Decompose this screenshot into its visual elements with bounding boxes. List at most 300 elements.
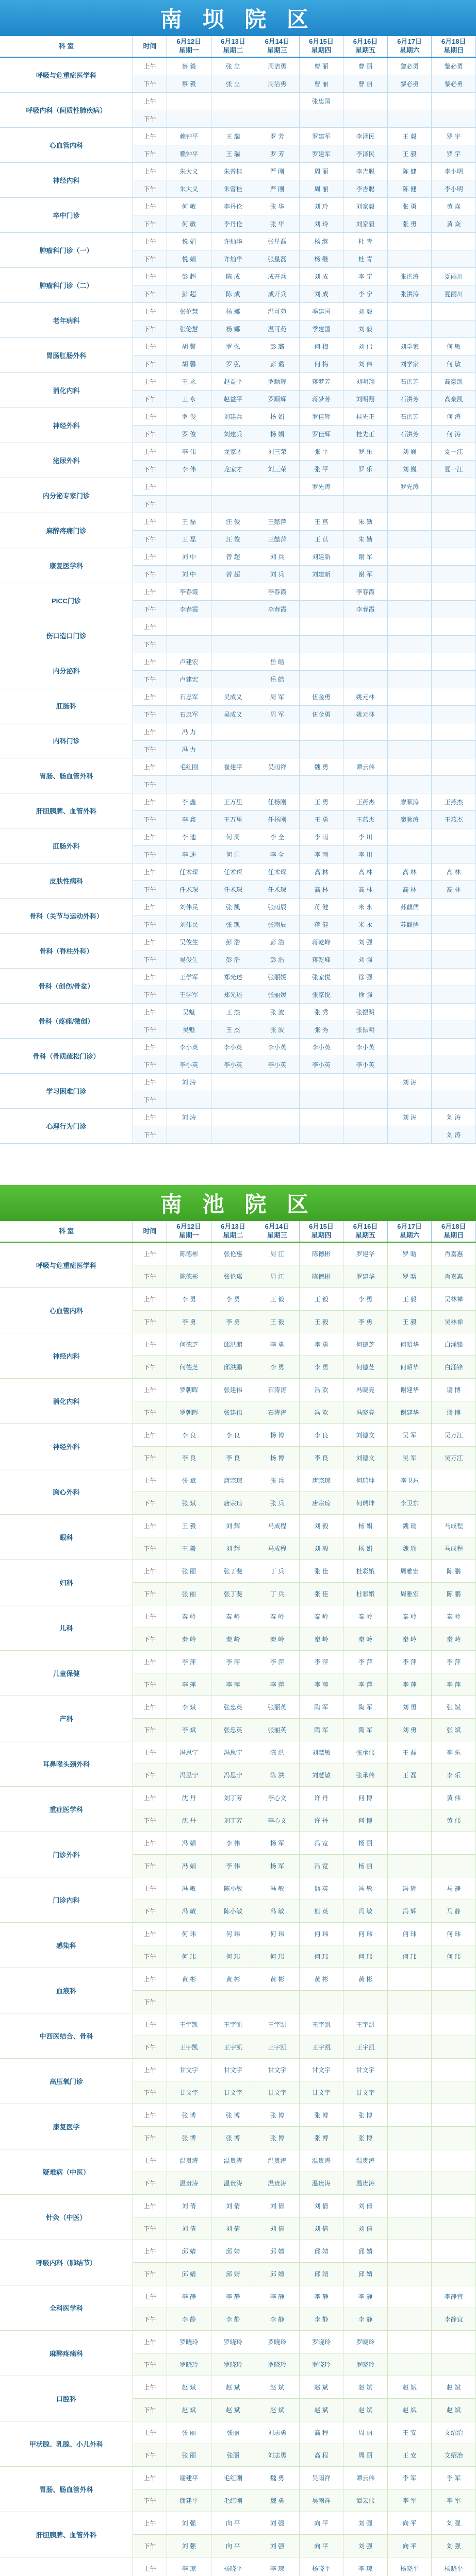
doctor-cell: 王 毅: [388, 145, 432, 163]
session-time: 下午: [133, 1537, 167, 1560]
doctor-cell: 李 全: [255, 828, 300, 846]
day-date: 6月17日: [397, 38, 422, 46]
dept-name: 伤口造口门诊: [0, 618, 133, 653]
doctor-cell: [300, 618, 344, 636]
doctor-cell: 张星磊: [255, 250, 300, 268]
dept-name: 胃肠、肠血管外科: [0, 758, 133, 793]
session-time: 上午: [133, 1968, 167, 1991]
doctor-cell: [255, 636, 300, 653]
doctor-cell: 陈德彬: [300, 1243, 344, 1265]
session-time: 下午: [133, 496, 167, 513]
doctor-cell: 赵 斌: [167, 2376, 211, 2399]
doctor-cell: 罗晓玲: [300, 2353, 344, 2376]
doctor-cell: [432, 303, 476, 320]
doctor-cell: [388, 496, 432, 513]
doctor-cell: 张伦慧: [167, 320, 211, 338]
doctor-cell: [211, 1991, 256, 2013]
doctor-cell: 温贵涛: [211, 2172, 256, 2195]
day-column-header: [211, 36, 256, 57]
session-time: 下午: [133, 145, 167, 163]
doctor-cell: [388, 566, 432, 583]
doctor-cell: 罗 乐: [343, 461, 388, 478]
doctor-cell: 罗建军: [300, 128, 344, 145]
doctor-cell: [255, 723, 300, 741]
doctor-cell: [211, 741, 256, 758]
doctor-cell: 王宇凯: [167, 2013, 211, 2036]
doctor-cell: 黄 彬: [255, 1968, 300, 1991]
doctor-cell: [432, 776, 476, 793]
doctor-cell: [388, 846, 432, 863]
doctor-cell: 王 永: [167, 373, 211, 391]
session-time: 下午: [133, 355, 167, 373]
doctor-cell: 刘 涛: [167, 1074, 211, 1091]
doctor-cell: 王 毅: [167, 1515, 211, 1537]
session-time: 上午: [133, 2467, 167, 2489]
doctor-cell: 魏 勇: [255, 2489, 300, 2512]
doctor-cell: [432, 513, 476, 531]
doctor-cell: 刘 成: [300, 285, 344, 303]
doctor-cell: 刘 强: [167, 2535, 211, 2557]
doctor-cell: 李 静: [300, 2308, 344, 2331]
doctor-cell: 赵 斌: [343, 2399, 388, 2421]
doctor-cell: [343, 1074, 388, 1091]
doctor-cell: 周 江: [255, 1265, 300, 1288]
doctor-cell: 李 萍: [300, 1651, 344, 1673]
doctor-cell: [432, 688, 476, 706]
doctor-cell: [432, 496, 476, 513]
doctor-cell: [388, 303, 432, 320]
doctor-cell: [300, 671, 344, 688]
dept-name: 胸心外科: [0, 1469, 133, 1515]
doctor-cell: 马 静: [432, 1900, 476, 1923]
session-time: 上午: [133, 1424, 167, 1447]
doctor-cell: 曹 丽: [343, 58, 388, 75]
dept-name: 神经外科: [0, 408, 133, 443]
day-date: 6月12日: [176, 38, 202, 46]
session-time: 上午: [133, 863, 167, 881]
session-time: 下午: [133, 1628, 167, 1651]
doctor-cell: [432, 828, 476, 846]
doctor-cell: [343, 1109, 388, 1126]
doctor-cell: 何昭华: [388, 1356, 432, 1379]
doctor-cell: 张雨辰: [255, 916, 300, 934]
doctor-cell: 张承伟: [343, 1741, 388, 1764]
doctor-cell: 张 斌: [167, 1492, 211, 1515]
doctor-cell: 刘 倩: [167, 2195, 211, 2217]
doctor-cell: [300, 583, 344, 601]
doctor-cell: 邱洪鹏: [211, 1356, 256, 1379]
doctor-cell: [343, 1991, 388, 2013]
doctor-cell: [432, 2331, 476, 2353]
doctor-cell: 何 博: [343, 1787, 388, 1809]
doctor-cell: 张 博: [211, 2127, 256, 2149]
doctor-cell: [388, 1004, 432, 1021]
doctor-cell: 吴 军: [388, 1447, 432, 1469]
doctor-cell: [343, 723, 388, 741]
nanchi-campus-section: [0, 1185, 476, 2576]
day-column-header: [388, 36, 432, 57]
dept-name: 泌尿外科: [0, 443, 133, 478]
doctor-cell: 秦 岭: [343, 1628, 388, 1651]
doctor-cell: 赵 斌: [211, 2399, 256, 2421]
doctor-cell: 刘 倩: [300, 2195, 344, 2217]
doctor-cell: 秦 岭: [300, 1605, 344, 1628]
doctor-cell: 何 玮: [432, 1945, 476, 1968]
doctor-cell: [432, 758, 476, 776]
session-time: 上午: [133, 2512, 167, 2535]
doctor-cell: 张洪涛: [388, 285, 432, 303]
doctor-cell: [432, 2081, 476, 2104]
dept-name: 门诊内科: [0, 1877, 133, 1923]
doctor-cell: 杨 娟: [343, 1537, 388, 1560]
doctor-cell: 陈小敏: [211, 1900, 256, 1923]
doctor-cell: [388, 1021, 432, 1039]
doctor-cell: 罗晓玲: [167, 2331, 211, 2353]
doctor-cell: [300, 1091, 344, 1109]
doctor-cell: 李 勇: [255, 1333, 300, 1356]
dept-name: PICC门诊: [0, 583, 133, 618]
doctor-cell: 李 良: [211, 1447, 256, 1469]
doctor-cell: 王 莒: [300, 531, 344, 548]
doctor-cell: [255, 110, 300, 128]
doctor-cell: 杜彩娥: [343, 1560, 388, 1583]
doctor-cell: 李 静: [167, 2285, 211, 2308]
doctor-cell: 李 琼: [343, 2557, 388, 2576]
day-column-header: [388, 1221, 432, 1242]
doctor-cell: 秦 岭: [300, 1628, 344, 1651]
doctor-cell: 王万里: [211, 811, 256, 828]
doctor-cell: 张 华: [255, 198, 300, 215]
session-time: 下午: [133, 2353, 167, 2376]
doctor-cell: 冯思宁: [211, 1764, 256, 1787]
doctor-cell: 罗佳辉: [300, 426, 344, 443]
doctor-cell: 石洪芳: [388, 426, 432, 443]
doctor-cell: [432, 250, 476, 268]
day-weekday: 星期日: [444, 1231, 464, 1239]
doctor-cell: 赖钟平: [167, 128, 211, 145]
doctor-cell: 王万里: [211, 793, 256, 811]
doctor-cell: 龙家才: [211, 461, 256, 478]
doctor-cell: 谢建平: [167, 2489, 211, 2512]
doctor-cell: 季建国: [300, 320, 344, 338]
dept-name: 高压氧门诊: [0, 2059, 133, 2104]
doctor-cell: [167, 478, 211, 496]
doctor-cell: 黄 伟: [432, 1787, 476, 1809]
session-time: 下午: [133, 1492, 167, 1515]
doctor-cell: 冯 欢: [300, 1379, 344, 1401]
doctor-cell: 李 军: [388, 2489, 432, 2512]
dept-name: 血液科: [0, 1968, 133, 2013]
doctor-cell: 吴俊生: [167, 934, 211, 951]
doctor-cell: 罗建华: [343, 1243, 388, 1265]
doctor-cell: 杨 丽: [343, 1855, 388, 1877]
doctor-cell: [300, 601, 344, 618]
doctor-cell: 马成程: [255, 1537, 300, 1560]
dept-name: 产科: [0, 1696, 133, 1741]
doctor-cell: 李 静: [167, 2308, 211, 2331]
dept-name: 针灸（中医）: [0, 2195, 133, 2240]
doctor-cell: 吴雨祥: [300, 2489, 344, 2512]
doctor-cell: 吴万江: [432, 1447, 476, 1469]
doctor-cell: 罗先涛: [388, 478, 432, 496]
doctor-cell: 陈小敏: [211, 1877, 256, 1900]
doctor-cell: 周 军: [255, 706, 300, 723]
doctor-cell: [300, 1109, 344, 1126]
doctor-cell: [432, 1004, 476, 1021]
doctor-cell: 赵 斌: [300, 2399, 344, 2421]
doctor-cell: [211, 671, 256, 688]
doctor-cell: 冯 欢: [300, 1401, 344, 1424]
day-column-header: [255, 36, 300, 57]
doctor-cell: [255, 741, 300, 758]
doctor-cell: 李 萍: [167, 1673, 211, 1696]
doctor-cell: 罗 弘: [211, 355, 256, 373]
doctor-cell: 刘家毅: [343, 215, 388, 233]
doctor-cell: 夏丽川: [432, 268, 476, 285]
doctor-cell: 张雨辰: [255, 899, 300, 916]
day-column-header: [255, 1221, 300, 1242]
doctor-cell: 赵益平: [211, 391, 256, 408]
doctor-cell: 李 川: [343, 828, 388, 846]
doctor-cell: 周雅宏: [388, 1583, 432, 1605]
dept-name: 消化内科: [0, 1379, 133, 1424]
doctor-cell: 李小英: [255, 1056, 300, 1074]
doctor-cell: 向 平: [388, 2512, 432, 2535]
doctor-cell: 秦 岭: [211, 1628, 256, 1651]
doctor-cell: 魏 勇: [300, 758, 344, 776]
session-time: 下午: [133, 566, 167, 583]
session-time: 上午: [133, 1379, 167, 1401]
doctor-cell: [300, 741, 344, 758]
doctor-cell: [432, 934, 476, 951]
doctor-cell: 马成程: [432, 1537, 476, 1560]
dept-name: 全科医学科: [0, 2285, 133, 2331]
doctor-cell: [211, 723, 256, 741]
doctor-cell: 李 萍: [432, 1673, 476, 1696]
doctor-cell: [388, 636, 432, 653]
doctor-cell: 甘文宇: [211, 2059, 256, 2081]
doctor-cell: 李春霞: [343, 583, 388, 601]
doctor-cell: [388, 2081, 432, 2104]
doctor-cell: 刘 成: [300, 268, 344, 285]
doctor-cell: 王 磊: [388, 1741, 432, 1764]
doctor-cell: [432, 1039, 476, 1056]
doctor-cell: 陈德彬: [167, 1265, 211, 1288]
doctor-cell: 罗 弘: [211, 338, 256, 355]
doctor-cell: 王宇凯: [300, 2013, 344, 2036]
doctor-cell: 张 博: [255, 2127, 300, 2149]
doctor-cell: 张 斌: [167, 1469, 211, 1492]
doctor-cell: 李卫东: [388, 1492, 432, 1515]
doctor-cell: 张忠英: [211, 1719, 256, 1741]
dept-name: 神经外科: [0, 1424, 133, 1469]
doctor-cell: 邱 婧: [255, 2263, 300, 2285]
session-time: 上午: [133, 128, 167, 145]
nanba-campus-title: 南 坝 院 区: [0, 0, 476, 36]
doctor-cell: 桂先正: [343, 408, 388, 426]
doctor-cell: 彭 浩: [255, 934, 300, 951]
dept-name: 妇科: [0, 1560, 133, 1605]
dept-name: 心血管内科: [0, 1288, 133, 1333]
doctor-cell: 唐宗琼: [300, 1469, 344, 1492]
doctor-cell: [167, 93, 211, 110]
session-time: 上午: [133, 2557, 167, 2576]
doctor-cell: [388, 1056, 432, 1074]
session-time: 上午: [133, 1560, 167, 1583]
doctor-cell: 李春霞: [255, 583, 300, 601]
doctor-cell: [300, 653, 344, 671]
doctor-cell: 许 丹: [300, 1787, 344, 1809]
doctor-cell: 彭 浩: [211, 934, 256, 951]
session-time: 上午: [133, 408, 167, 426]
doctor-cell: 王 磊: [388, 1764, 432, 1787]
doctor-cell: [388, 1968, 432, 1991]
dept-name: 老年病科: [0, 303, 133, 338]
session-time: 上午: [133, 969, 167, 986]
doctor-cell: 王学军: [167, 969, 211, 986]
session-time: 下午: [133, 986, 167, 1004]
doctor-cell: 谢建平: [167, 2467, 211, 2489]
doctor-cell: 任术琛: [211, 881, 256, 899]
day-weekday: 星期二: [223, 46, 243, 54]
doctor-cell: 王 瑞: [211, 128, 256, 145]
session-time: 上午: [133, 1004, 167, 1021]
doctor-cell: 李 鑫: [167, 811, 211, 828]
doctor-cell: [432, 986, 476, 1004]
day-weekday: 星期一: [178, 1231, 199, 1239]
doctor-cell: 刘 涛: [432, 1126, 476, 1144]
doctor-cell: [300, 636, 344, 653]
doctor-cell: 甘文宇: [167, 2081, 211, 2104]
doctor-cell: 伍金勇: [300, 688, 344, 706]
doctor-cell: 唐宗琼: [300, 1492, 344, 1515]
doctor-cell: 文绍治: [432, 2421, 476, 2444]
doctor-cell: 高 程: [300, 2444, 344, 2467]
doctor-cell: 刘建兵: [211, 408, 256, 426]
doctor-cell: 杨 博: [255, 1447, 300, 1469]
day-date: 6月17日: [397, 1223, 422, 1231]
doctor-cell: 成开兵: [255, 285, 300, 303]
doctor-cell: 李 勇: [211, 1288, 256, 1311]
doctor-cell: [432, 233, 476, 250]
doctor-cell: 冯 敏: [255, 1900, 300, 1923]
doctor-cell: 秦 岭: [255, 1605, 300, 1628]
nanchi-schedule-table: [0, 1243, 476, 2576]
doctor-cell: 张丁斐: [211, 1583, 256, 1605]
doctor-cell: 李 勇: [343, 1288, 388, 1311]
doctor-cell: 王宇凯: [343, 2036, 388, 2059]
doctor-cell: 罗晓玲: [255, 2353, 300, 2376]
doctor-cell: 秦 岭: [167, 1628, 211, 1651]
session-time: 上午: [133, 1605, 167, 1628]
doctor-cell: 曾 超: [211, 548, 256, 566]
session-time: 上午: [133, 443, 167, 461]
doctor-cell: 高 林: [300, 863, 344, 881]
session-time: 上午: [133, 1651, 167, 1673]
doctor-cell: 任杨刚: [255, 793, 300, 811]
doctor-cell: 刘 强: [432, 2535, 476, 2557]
session-time: 下午: [133, 951, 167, 969]
doctor-cell: [211, 478, 256, 496]
doctor-cell: 廖顺涛: [388, 811, 432, 828]
doctor-cell: [167, 636, 211, 653]
doctor-cell: 张 博: [300, 2104, 344, 2127]
doctor-cell: 甘文宇: [255, 2059, 300, 2081]
doctor-cell: [432, 2104, 476, 2127]
dept-name: 骨科（疼痛/微创）: [0, 1004, 133, 1039]
dept-name: 呼吸内科（肺结节）: [0, 2240, 133, 2285]
doctor-cell: 刘 倩: [211, 2195, 256, 2217]
doctor-cell: 张 博: [167, 2104, 211, 2127]
doctor-cell: [432, 2240, 476, 2263]
session-time: 上午: [133, 1741, 167, 1764]
doctor-cell: 刘 倩: [255, 2217, 300, 2240]
doctor-cell: 李小英: [167, 1056, 211, 1074]
doctor-cell: 高 林: [343, 863, 388, 881]
doctor-cell: 李丹伦: [211, 215, 256, 233]
doctor-cell: 李小明: [432, 163, 476, 180]
session-time: 上午: [133, 163, 167, 180]
doctor-cell: 刘 巍: [388, 461, 432, 478]
doctor-cell: 苏麒儒: [388, 899, 432, 916]
doctor-cell: 崔建平: [211, 758, 256, 776]
doctor-cell: [167, 1991, 211, 2013]
session-time: 上午: [133, 2104, 167, 2127]
doctor-cell: [388, 601, 432, 618]
doctor-cell: 罗建军: [300, 145, 344, 163]
doctor-cell: 张丽英: [255, 1719, 300, 1741]
doctor-cell: [300, 110, 344, 128]
doctor-cell: 张 丽: [167, 2444, 211, 2467]
doctor-cell: 陈 洪: [255, 1741, 300, 1764]
doctor-cell: 刘三荣: [255, 461, 300, 478]
session-time: 下午: [133, 1764, 167, 1787]
doctor-cell: [388, 653, 432, 671]
dept-name: 胃肠肛肠外科: [0, 338, 133, 373]
doctor-cell: 何 玮: [432, 1923, 476, 1945]
day-column-header: [167, 36, 211, 57]
doctor-cell: [432, 93, 476, 110]
doctor-cell: 刘 倩: [300, 2217, 344, 2240]
doctor-cell: [255, 1126, 300, 1144]
doctor-cell: 罗 芳: [255, 128, 300, 145]
doctor-cell: [388, 320, 432, 338]
doctor-cell: 蒋梦芳: [300, 391, 344, 408]
doctor-cell: 李小英: [255, 1039, 300, 1056]
doctor-cell: [167, 776, 211, 793]
doctor-cell: [432, 723, 476, 741]
dept-name: 中西医结合、骨科: [0, 2013, 133, 2059]
doctor-cell: 李 静: [211, 2285, 256, 2308]
dept-name: 儿科: [0, 1605, 133, 1651]
doctor-cell: 吴林禅: [432, 1288, 476, 1311]
doctor-cell: 杜彩娥: [343, 1583, 388, 1605]
doctor-cell: 陈 成: [211, 268, 256, 285]
doctor-cell: 王宇凯: [343, 2013, 388, 2036]
session-time: 上午: [133, 1787, 167, 1809]
session-time: 下午: [133, 706, 167, 723]
doctor-cell: 何 玮: [343, 1945, 388, 1968]
doctor-cell: 何昭华: [388, 1333, 432, 1356]
doctor-cell: 冯 敏: [343, 1900, 388, 1923]
doctor-cell: 毛红刚: [211, 2467, 256, 2489]
doctor-cell: [432, 2036, 476, 2059]
doctor-cell: 赵 斌: [255, 2399, 300, 2421]
doctor-cell: 马成程: [432, 1515, 476, 1537]
doctor-cell: 李 萍: [300, 1673, 344, 1696]
doctor-cell: 杨 娜: [211, 303, 256, 320]
doctor-cell: 朱 勤: [343, 513, 388, 531]
